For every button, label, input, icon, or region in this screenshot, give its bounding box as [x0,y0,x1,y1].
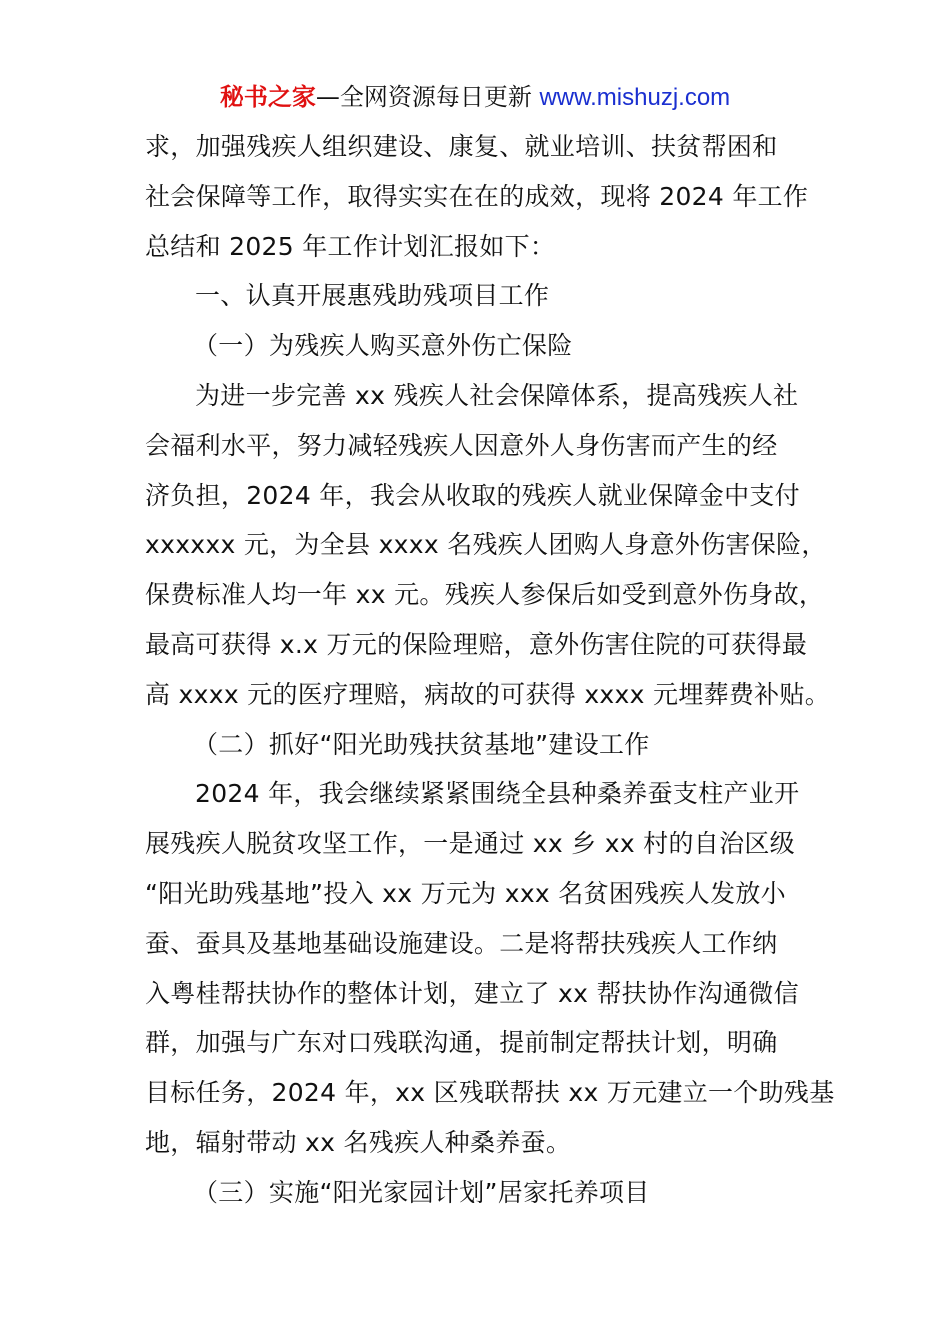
paragraph-first-line: 2024 年，我会继续紧紧围绕全县种桑养蚕支柱产业开 [195,779,800,809]
site-url-link[interactable]: www.mishuzj.com [539,84,731,111]
subsection-heading: （一）为残疾人购买意外伤亡保险 [193,331,573,361]
body-line: 总结和 2025 年工作计划汇报如下： [145,231,556,261]
body-line: 群，加强与广东对口残联沟通，提前制定帮扶计划，明确 [145,1028,778,1058]
body-line: 济负担，2024 年，我会从收取的残疾人就业保障金中支付 [145,480,800,510]
site-tagline: —全网资源每日更新 [315,83,540,111]
subsection-heading: （二）抓好“阳光助残扶贫基地”建设工作 [193,729,650,759]
paragraph-first-line: 为进一步完善 xx 残疾人社会保障体系，提高残疾人社 [195,380,799,410]
body-line: 地，辐射带动 xx 名残疾人种桑养蚕。 [145,1127,572,1157]
body-line: 蚕、蚕具及基地基础设施建设。二是将帮扶残疾人工作纳 [145,928,778,958]
body-line: 高 xxxx 元的医疗理赔，病故的可获得 xxxx 元埋葬费补贴。 [145,679,831,709]
body-line: 最高可获得 x.x 万元的保险理赔，意外伤害住院的可获得最 [145,629,808,659]
subsection-heading: （三）实施“阳光家园计划”居家托养项目 [193,1177,650,1207]
site-brand: 秘书之家 [219,83,316,111]
document-body [145,122,835,1218]
body-line: 求，加强残疾人组织建设、康复、就业培训、扶贫帮困和 [145,132,778,161]
body-line: 展残疾人脱贫攻坚工作，一是通过 xx 乡 xx 村的自治区级 [145,829,795,859]
site-header [0,80,950,115]
section-heading: 一、认真开展惠残助残项目工作 [195,281,550,311]
body-line: 入粤桂帮扶协作的整体计划，建立了 xx 帮扶协作沟通微信 [145,978,799,1008]
body-line: 社会保障等工作，取得实实在在的成效，现将 2024 年工作 [145,181,809,211]
body-line: 保费标准人均一年 xx 元。残疾人参保后如受到意外伤身故， [145,580,825,610]
body-line: 目标任务，2024 年，xx 区残联帮扶 xx 万元建立一个助残基 [145,1078,835,1108]
body-line: “阳光助残基地”投入 xx 万元为 xxx 名贫困残疾人发放小 [145,878,786,908]
body-line: xxxxxx 元，为全县 xxxx 名残疾人团购人身意外伤害保险， [145,530,827,560]
body-line: 会福利水平，努力减轻残疾人因意外人身伤害而产生的经 [145,430,778,460]
